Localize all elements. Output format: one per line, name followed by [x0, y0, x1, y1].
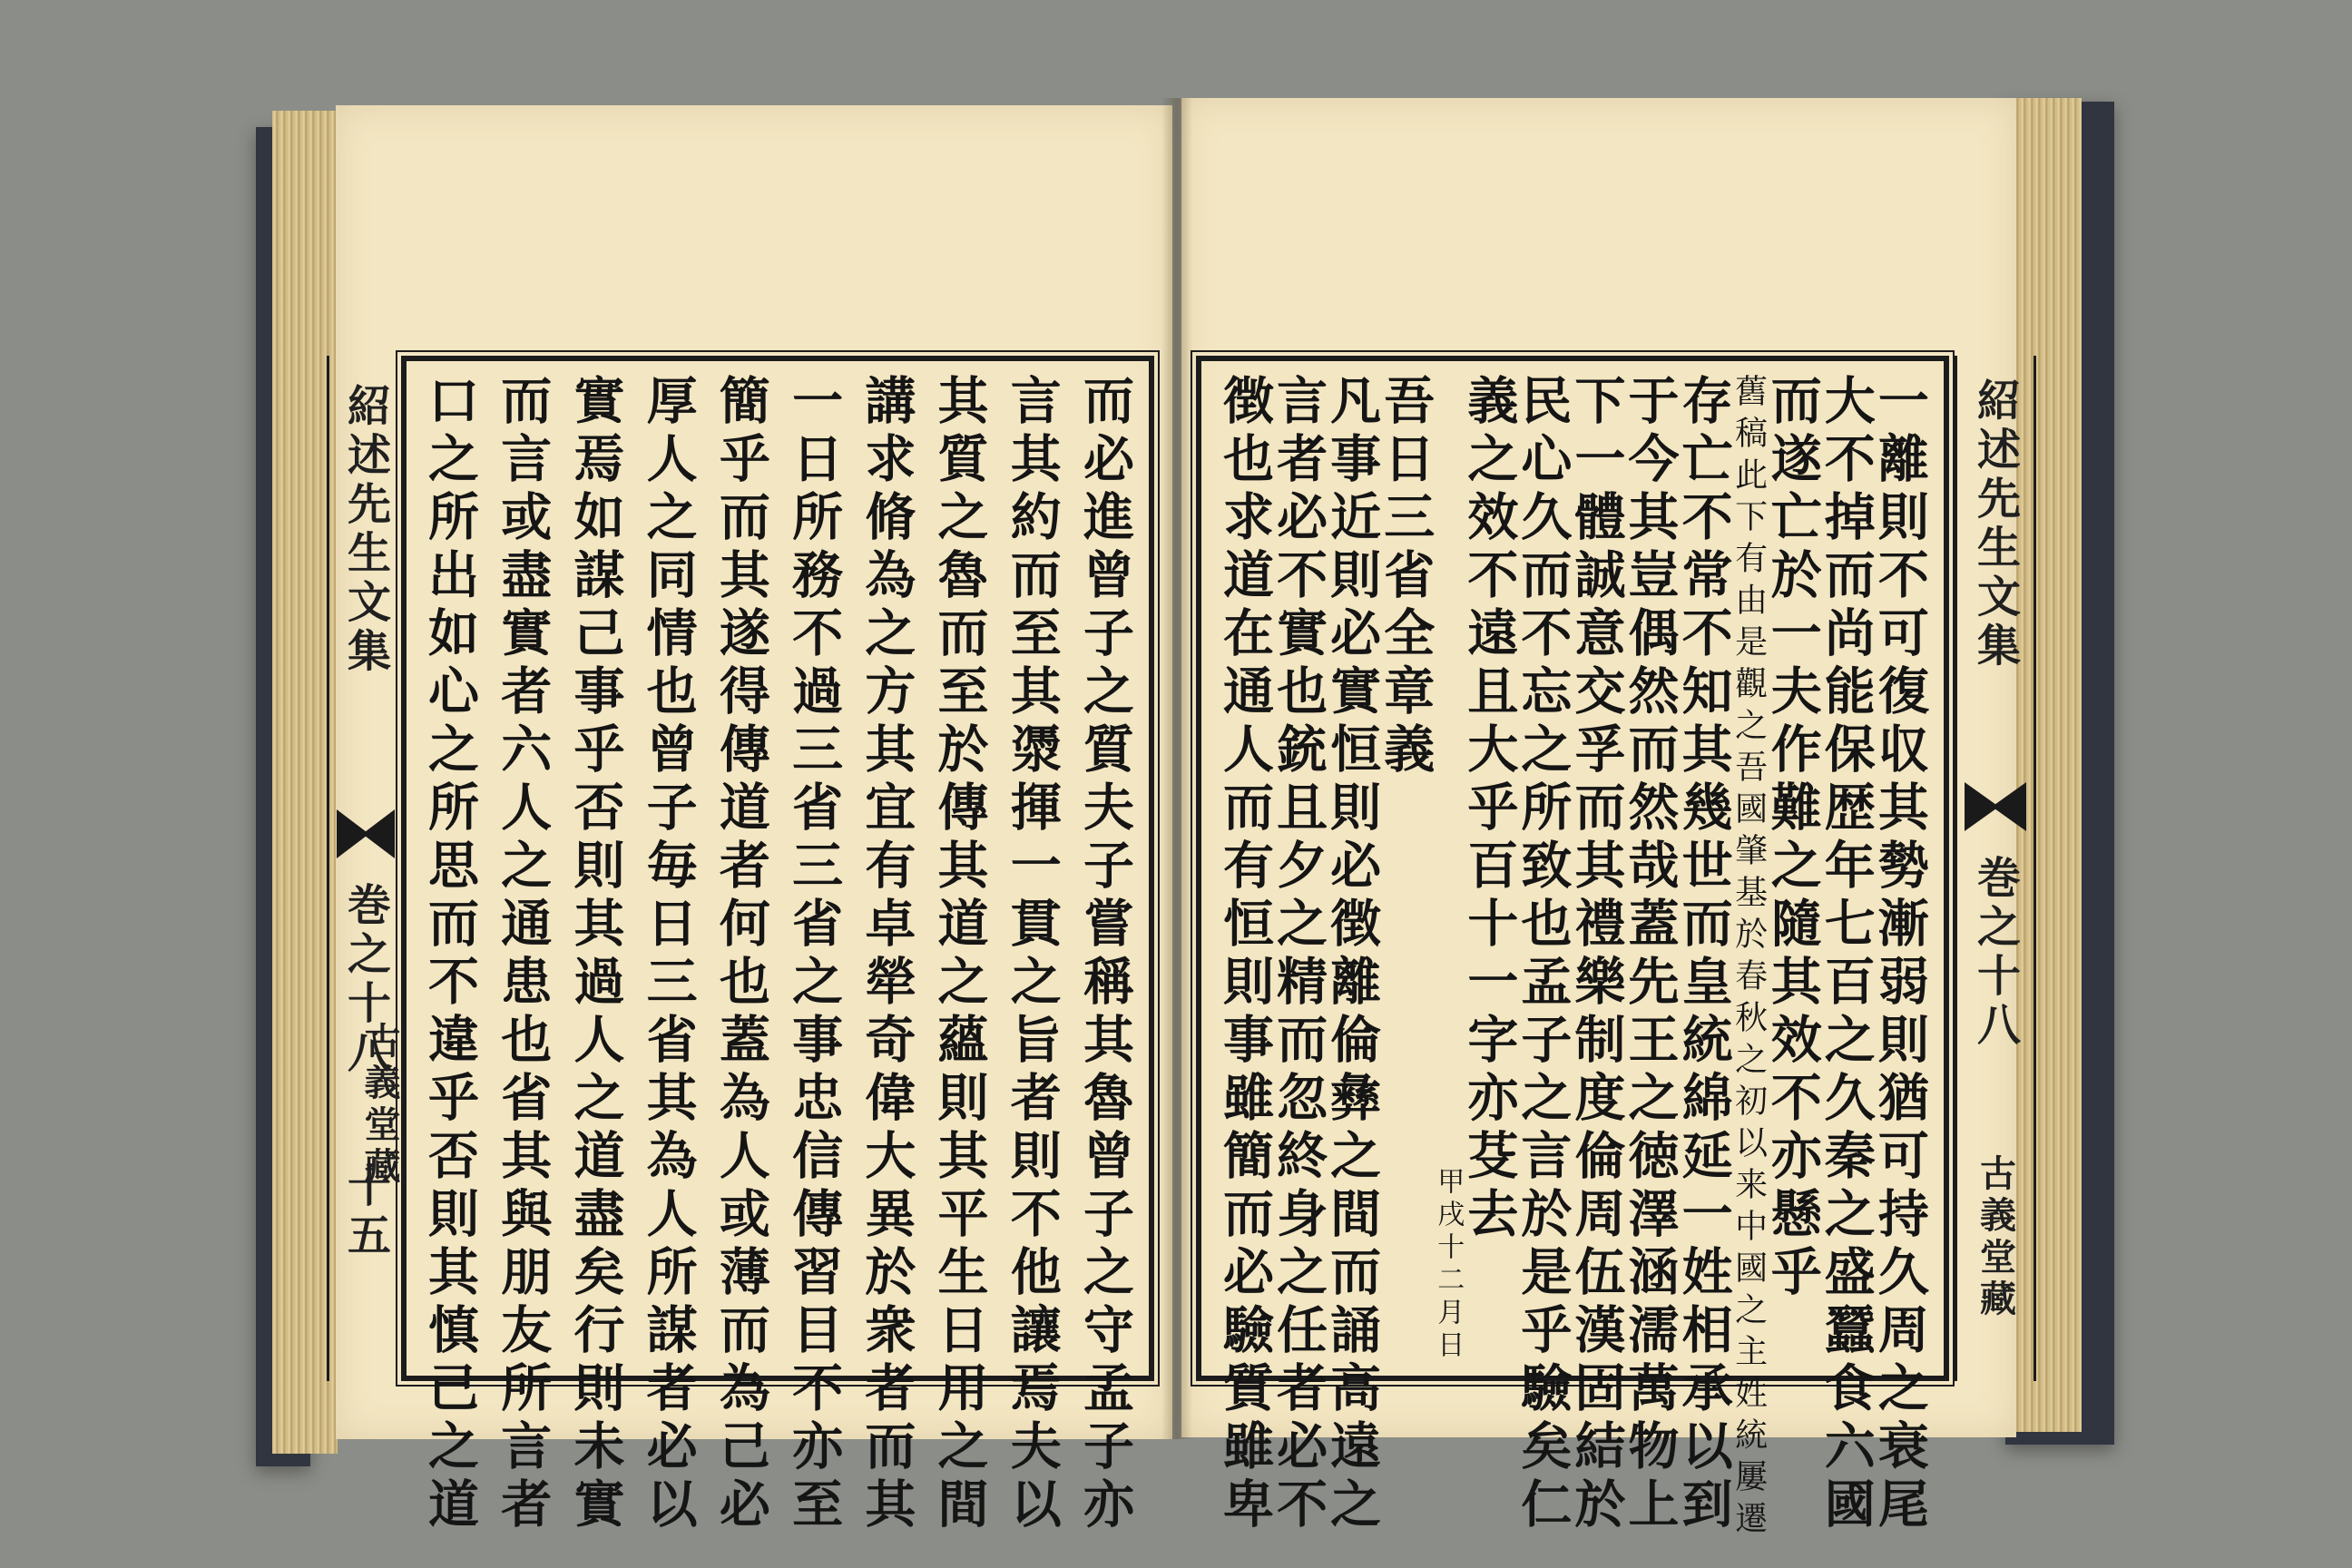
left-text-column: 言其約而至其㵗揮一貫之旨者則不他讓焉夫以 [1002, 374, 1063, 1535]
right-margin-volume: 巻之十八 [1969, 855, 2021, 1051]
date-note: 甲戌十二月日 [1432, 1167, 1465, 1363]
left-text-column: 其質之魯而至於傳其道之蘊則其平生日用之間 [929, 374, 990, 1535]
left-text-column: 簡乎而其遂得傳道者何也蓋為人或薄而為己必 [710, 374, 771, 1535]
left-text-column: 口之所出如心之所思而不違乎否則其慎己之道 [420, 374, 480, 1535]
left-text-frame [401, 356, 1154, 1535]
right-text-column: 義之效不遠且大乎百十一字亦芟去 [1459, 374, 1520, 1245]
right-margin-publisher: 古義堂藏 [1974, 1154, 2017, 1321]
left-page [336, 105, 1172, 1535]
right-margin-strip [1955, 356, 2036, 1381]
right-text-column: 言者必不實也銃且夕之精而忽終身之任者必不 [1269, 374, 1329, 1535]
right-text-column: 于今其豈偶然而然哉蓋先王之徳澤涵濡萬物上 [1620, 374, 1681, 1535]
fishtail-mark [337, 809, 395, 858]
right-text-column: 存亡不常不知其幾世而皇統綿延一姓相承以到 [1673, 374, 1734, 1535]
right-text-columns [1215, 374, 1930, 1543]
left-margin-title: 紹述先生文集 [339, 383, 391, 677]
left-text-column: 一日所務不過三省三省之事忠信傳習目不亦至 [784, 374, 845, 1535]
left-text-column: 而必進曾子之質夫子嘗稱其魯曾子之守孟子亦 [1074, 374, 1135, 1535]
left-text-column: 講求脩為之方其宜有卓犖奇偉大異於衆者而其 [857, 374, 917, 1535]
right-text-column: 民心久而不忘之所致也孟子之言於是乎驗矣仁 [1513, 374, 1573, 1535]
left-text-column: 實焉如謀己事乎否則其過人之道盡矣行則未實 [565, 374, 626, 1535]
right-text-column: 吾日三省全章義 [1376, 374, 1436, 780]
right-text-column: 凡事近則必實恒則必徴離倫彝之間而誦高遠之 [1322, 374, 1383, 1535]
right-text-column: 而遂亡於一夫作難之隨其效不亦懸乎 [1762, 374, 1823, 1303]
right-text-column: 大不掉而尚能保歴年七百之久秦之盛蠶食六國 [1816, 374, 1877, 1535]
left-text-column: 厚人之同情也曾子毎日三省其為人所謀者必以 [638, 374, 699, 1535]
left-margin-folio: 十五 [339, 1163, 391, 1261]
left-margin-strip [327, 356, 405, 1381]
left-margin-publisher: 古義堂藏 [358, 1022, 401, 1189]
right-text-frame [1196, 356, 1949, 1543]
right-text-column: 下一體誠意交孚而其禮樂制度倫周伍漢固結於 [1566, 374, 1627, 1535]
book-gutter [1161, 98, 1192, 1439]
right-page [1181, 98, 2021, 1543]
left-margin-volume: 巻之十八 [339, 882, 391, 1078]
left-text-column: 而言或盡實者六人之通患也省其與朋友所言者 [493, 374, 554, 1535]
fishtail-mark [1965, 782, 2026, 831]
right-text-column: 徴也求道在通人而有恒則事雖簡而必驗質雖卑 [1215, 374, 1275, 1535]
right-margin-title: 紹述先生文集 [1969, 377, 2021, 671]
right-text-column: 一離則不可復収其勢漸弱則猶可持久周之衰尾 [1869, 374, 1930, 1535]
inset-note: 舊稿此下有由是觀之吾國肇基於春秋之初以来中國之主姓統屢遷 [1730, 374, 1768, 1543]
left-text-columns [420, 374, 1135, 1535]
